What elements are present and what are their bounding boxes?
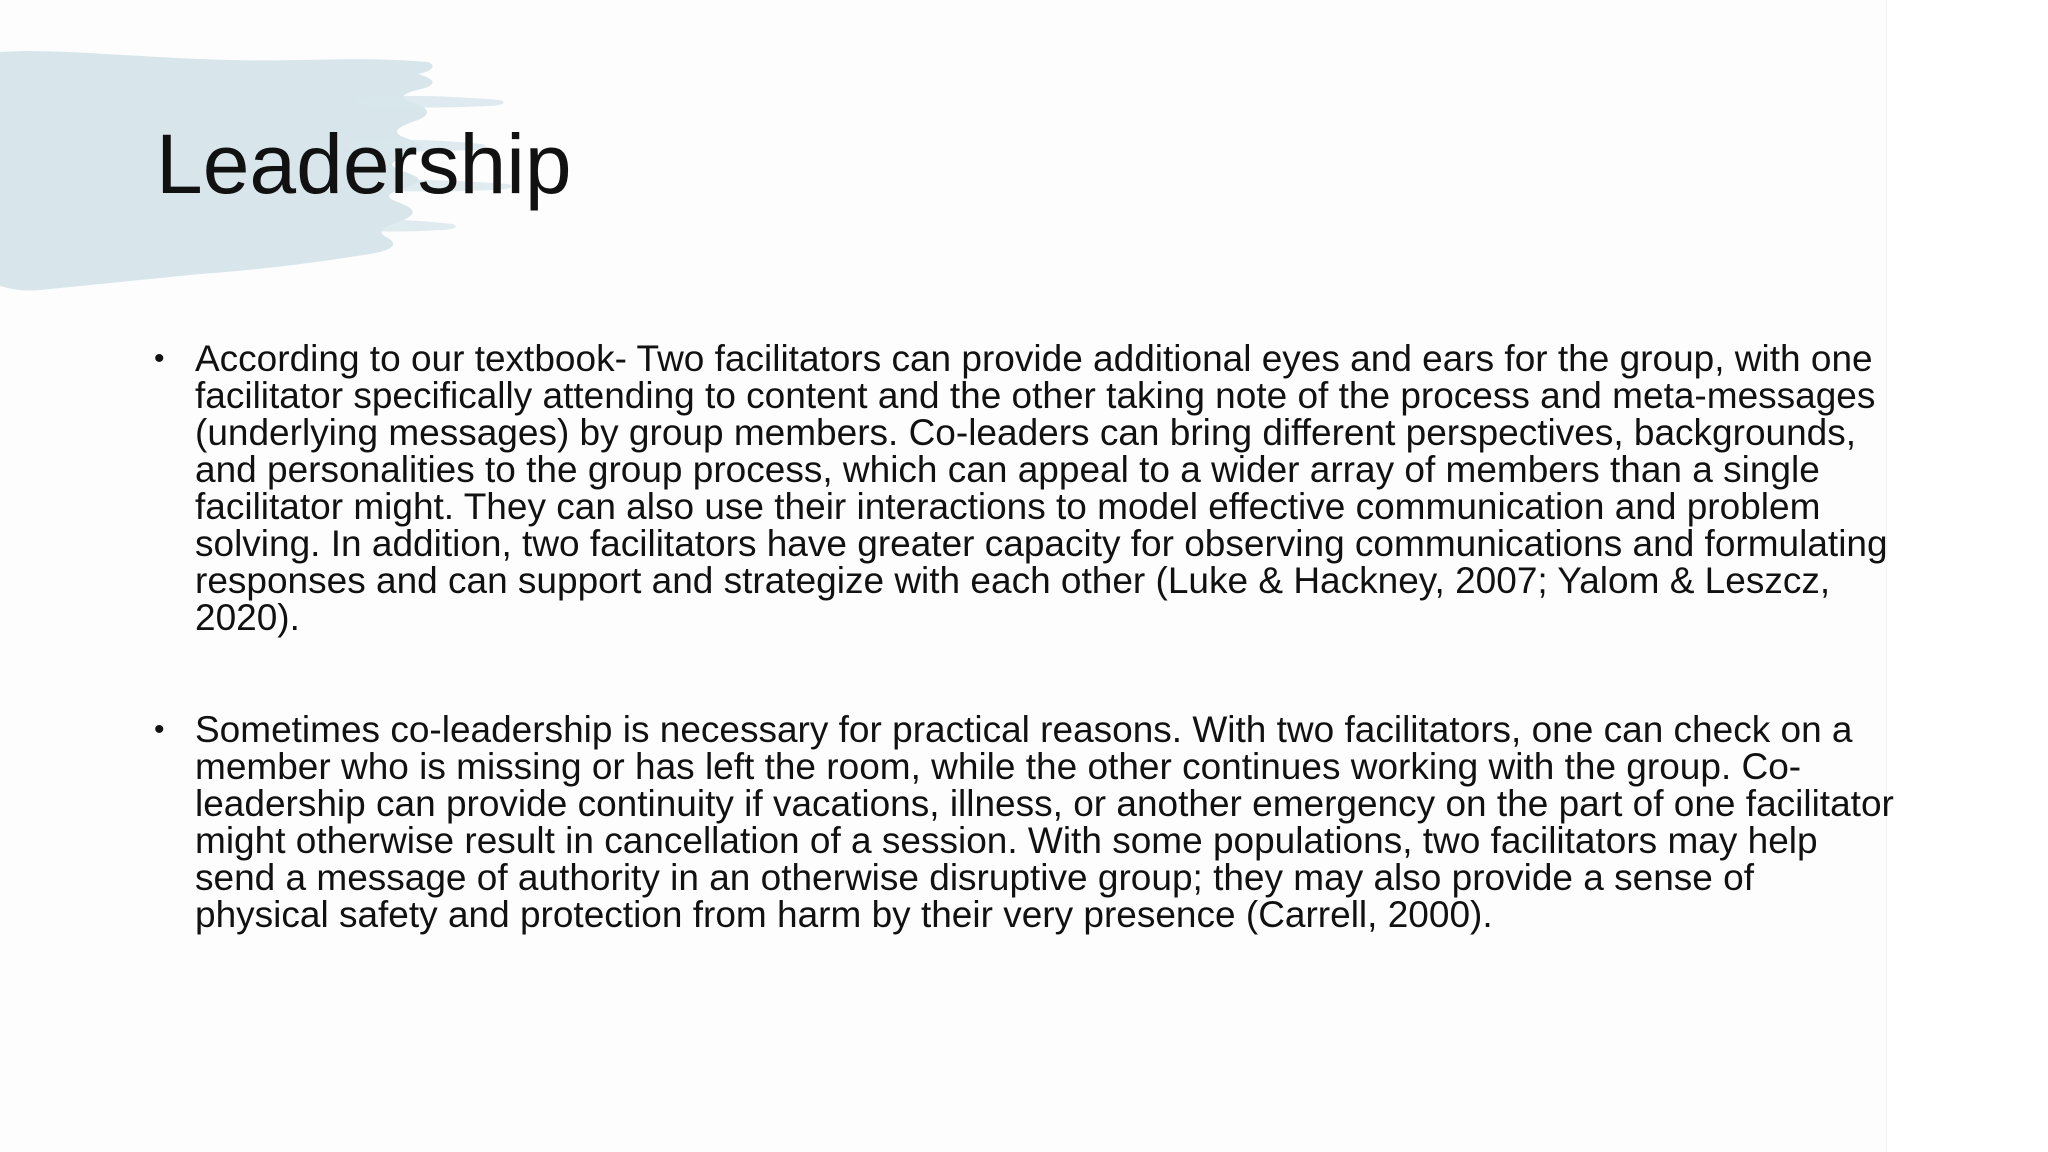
bullet-text: Sometimes co-leadership is necessary for practical reasons. With two facilitators, one can check on a member who is missing or has left the room, while the other continues working with the group. Co-leadership can provide continuity if vacations, illness, or another emergency on the part of one facilitator might otherwise result in cancellation of a session. With some populations, two facilitators may help send a message of authority in an otherwise disruptive group; they may also provide a sense of physical safety and protection from harm by their very presence (Carrell, 2000). bbox=[195, 709, 1894, 935]
bullet-marker: • bbox=[154, 342, 165, 375]
brush-stroke-wisp bbox=[335, 220, 455, 232]
bullet-item bbox=[150, 340, 1895, 636]
bullet-item bbox=[150, 711, 1895, 933]
bullet-list bbox=[150, 340, 1895, 933]
brush-stroke-wisp bbox=[357, 96, 504, 108]
slide-margin-panel bbox=[1886, 0, 2048, 1152]
bullet-marker: • bbox=[154, 713, 165, 746]
slide-title: Leadership bbox=[156, 117, 572, 211]
bullet-text: According to our textbook- Two facilitators can provide additional eyes and ears for the group, with one facilitator specifically attending to content and the other taking note of the process and meta-messages (underlying messages) by group members. Co-leaders can bring different perspectives, backgrounds, and personalities to the group process, which can appeal to a wider array of members than a single facilitator might. They can also use their interactions to model effective communication and problem solving. In addition, two facilitators have greater capacity for observing communications and formulating responses and can support and strategize with each other (Luke & Hackney, 2007; Yalom & Leszcz, 2020). bbox=[195, 338, 1888, 638]
